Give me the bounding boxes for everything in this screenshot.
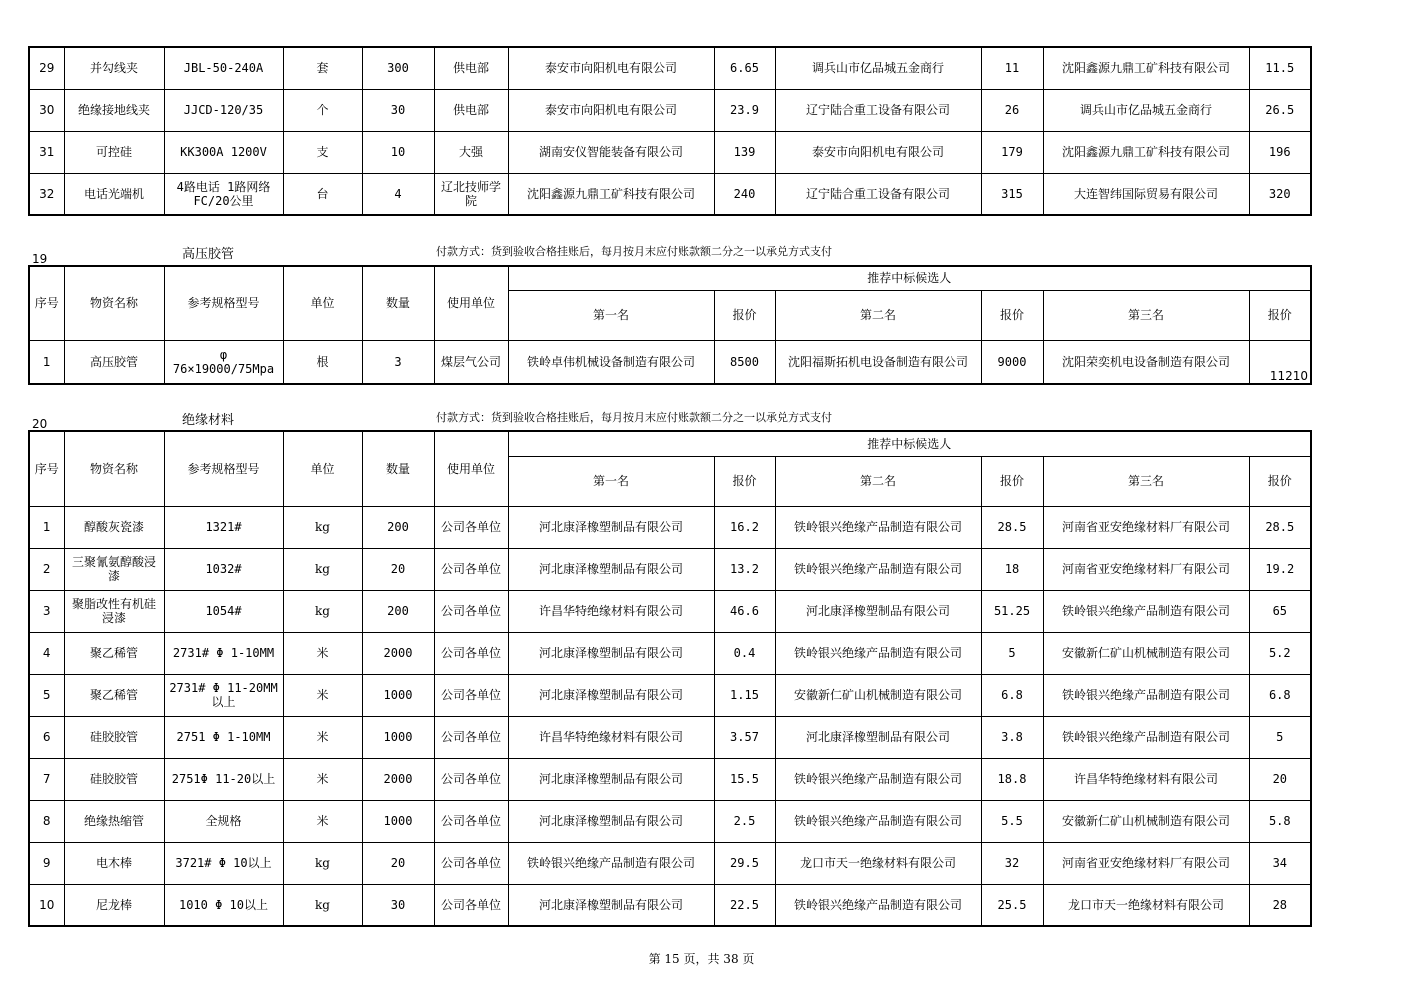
table-row <box>29 548 1311 590</box>
cell-user: 公司各单位 <box>434 758 508 800</box>
cell-name: 绝缘接地线夹 <box>64 89 164 131</box>
cell-spec: 1321# <box>164 506 283 548</box>
cell-qty: 30 <box>362 884 434 926</box>
header-user: 使用单位 <box>434 431 508 506</box>
header-price: 报价 <box>1249 290 1311 340</box>
table-row <box>29 590 1311 632</box>
cell-spec: JJCD-120/35 <box>164 89 283 131</box>
page-footer: 第 15 页，共 38 页 <box>648 952 755 966</box>
cell-unit: 米 <box>283 674 362 716</box>
cell-c1: 河北康泽橡塑制品有限公司 <box>508 758 714 800</box>
cell-unit: kg <box>283 842 362 884</box>
cell-p1: 139 <box>714 131 775 173</box>
cell-p3: 196 <box>1249 131 1311 173</box>
cell-p3: 11.5 <box>1249 47 1311 89</box>
cell-seq: 9 <box>29 842 64 884</box>
cell-user: 公司各单位 <box>434 506 508 548</box>
cell-c3: 河南省亚安绝缘材料厂有限公司 <box>1043 548 1249 590</box>
cell-name: 可控硅 <box>64 131 164 173</box>
cell-c3: 沈阳荣奕机电设备制造有限公司 <box>1043 340 1249 384</box>
header-third: 第三名 <box>1043 456 1249 506</box>
cell-p3: 11210 <box>1249 340 1311 384</box>
cell-p3: 5.2 <box>1249 632 1311 674</box>
cell-p1: 0.4 <box>714 632 775 674</box>
cell-p1: 1.15 <box>714 674 775 716</box>
cell-c2: 铁岭银兴绝缘产品制造有限公司 <box>775 800 981 842</box>
cell-seq: 1 <box>29 340 64 384</box>
cell-user: 煤层气公司 <box>434 340 508 384</box>
cell-c2: 辽宁陆合重工设备有限公司 <box>775 89 981 131</box>
cell-p1: 13.2 <box>714 548 775 590</box>
header-unit: 单位 <box>283 431 362 506</box>
cell-qty: 200 <box>362 506 434 548</box>
cell-c3: 沈阳鑫源九鼎工矿科技有限公司 <box>1043 131 1249 173</box>
cell-c3: 安徽新仁矿山机械制造有限公司 <box>1043 632 1249 674</box>
cell-c1: 河北康泽橡塑制品有限公司 <box>508 632 714 674</box>
header-second: 第二名 <box>775 456 981 506</box>
cell-unit: kg <box>283 590 362 632</box>
cell-c2: 铁岭银兴绝缘产品制造有限公司 <box>775 884 981 926</box>
cell-seq: 1 <box>29 506 64 548</box>
cell-spec: φ 76×19000/75Mpa <box>164 340 283 384</box>
cell-p2: 26 <box>981 89 1043 131</box>
cell-name: 电话光端机 <box>64 173 164 215</box>
header-user: 使用单位 <box>434 266 508 340</box>
header-name: 物资名称 <box>64 431 164 506</box>
cell-c1: 许昌华特绝缘材料有限公司 <box>508 590 714 632</box>
cell-c2: 铁岭银兴绝缘产品制造有限公司 <box>775 758 981 800</box>
cell-qty: 20 <box>362 842 434 884</box>
cell-c3: 大连智纬国际贸易有限公司 <box>1043 173 1249 215</box>
cell-c1: 河北康泽橡塑制品有限公司 <box>508 884 714 926</box>
header-price: 报价 <box>1249 456 1311 506</box>
cell-name: 电木棒 <box>64 842 164 884</box>
cell-unit: 套 <box>283 47 362 89</box>
cell-seq: 7 <box>29 758 64 800</box>
table-row <box>29 800 1311 842</box>
cell-spec: 2731# Φ 1-10MM <box>164 632 283 674</box>
cell-c1: 河北康泽橡塑制品有限公司 <box>508 506 714 548</box>
cell-qty: 1000 <box>362 674 434 716</box>
cell-c2: 铁岭银兴绝缘产品制造有限公司 <box>775 548 981 590</box>
cell-spec: 2751 Φ 1-10MM <box>164 716 283 758</box>
top-table <box>28 46 1312 216</box>
cell-p2: 6.8 <box>981 674 1043 716</box>
section-title: 高压胶管 <box>182 247 235 262</box>
cell-unit: 个 <box>283 89 362 131</box>
cell-user: 供电部 <box>434 47 508 89</box>
header-name: 物资名称 <box>64 266 164 340</box>
cell-seq: 4 <box>29 632 64 674</box>
cell-c3: 调兵山市亿品城五金商行 <box>1043 89 1249 131</box>
cell-name: 绝缘热缩管 <box>64 800 164 842</box>
cell-seq: 30 <box>29 89 64 131</box>
cell-c1: 铁岭银兴绝缘产品制造有限公司 <box>508 842 714 884</box>
table-row <box>29 758 1311 800</box>
section-19-table <box>28 265 1312 385</box>
table-row <box>29 89 1311 131</box>
cell-seq: 2 <box>29 548 64 590</box>
cell-p3: 5.8 <box>1249 800 1311 842</box>
cell-unit: kg <box>283 884 362 926</box>
cell-unit: kg <box>283 506 362 548</box>
table-row <box>29 506 1311 548</box>
cell-c2: 河北康泽橡塑制品有限公司 <box>775 590 981 632</box>
cell-qty: 200 <box>362 590 434 632</box>
cell-spec: JBL-50-240A <box>164 47 283 89</box>
cell-seq: 10 <box>29 884 64 926</box>
cell-p2: 18.8 <box>981 758 1043 800</box>
cell-unit: 根 <box>283 340 362 384</box>
cell-p1: 23.9 <box>714 89 775 131</box>
cell-user: 公司各单位 <box>434 716 508 758</box>
cell-p3: 26.5 <box>1249 89 1311 131</box>
table-row <box>29 131 1311 173</box>
cell-qty: 20 <box>362 548 434 590</box>
header-price: 报价 <box>714 290 775 340</box>
cell-name: 醇酸灰瓷漆 <box>64 506 164 548</box>
cell-c3: 河南省亚安绝缘材料厂有限公司 <box>1043 506 1249 548</box>
cell-p1: 6.65 <box>714 47 775 89</box>
cell-spec: 2731# Φ 11-20MM以上 <box>164 674 283 716</box>
cell-name: 硅胶胶管 <box>64 758 164 800</box>
table-row <box>29 842 1311 884</box>
cell-seq: 29 <box>29 47 64 89</box>
cell-p1: 240 <box>714 173 775 215</box>
header-candidates: 推荐中标候选人 <box>508 431 1311 456</box>
cell-user: 供电部 <box>434 89 508 131</box>
header-second: 第二名 <box>775 290 981 340</box>
cell-user: 公司各单位 <box>434 632 508 674</box>
header-seq: 序号 <box>29 431 64 506</box>
cell-c3: 铁岭银兴绝缘产品制造有限公司 <box>1043 716 1249 758</box>
table-row <box>29 340 1311 384</box>
header-price: 报价 <box>714 456 775 506</box>
table-row <box>29 173 1311 215</box>
cell-p1: 2.5 <box>714 800 775 842</box>
cell-p1: 16.2 <box>714 506 775 548</box>
cell-seq: 6 <box>29 716 64 758</box>
cell-qty: 2000 <box>362 632 434 674</box>
cell-p1: 22.5 <box>714 884 775 926</box>
cell-c2: 辽宁陆合重工设备有限公司 <box>775 173 981 215</box>
cell-seq: 8 <box>29 800 64 842</box>
cell-seq: 32 <box>29 173 64 215</box>
cell-c2: 龙口市天一绝缘材料有限公司 <box>775 842 981 884</box>
cell-name: 硅胶胶管 <box>64 716 164 758</box>
header-unit: 单位 <box>283 266 362 340</box>
cell-p1: 46.6 <box>714 590 775 632</box>
cell-c3: 龙口市天一绝缘材料有限公司 <box>1043 884 1249 926</box>
header-spec: 参考规格型号 <box>164 266 283 340</box>
cell-c2: 铁岭银兴绝缘产品制造有限公司 <box>775 632 981 674</box>
cell-c3: 河南省亚安绝缘材料厂有限公司 <box>1043 842 1249 884</box>
cell-p3: 320 <box>1249 173 1311 215</box>
cell-spec: 1032# <box>164 548 283 590</box>
cell-qty: 3 <box>362 340 434 384</box>
header-price: 报价 <box>981 290 1043 340</box>
cell-qty: 4 <box>362 173 434 215</box>
cell-p1: 3.57 <box>714 716 775 758</box>
cell-p2: 32 <box>981 842 1043 884</box>
cell-spec: 3721# Φ 10以上 <box>164 842 283 884</box>
table-row <box>29 674 1311 716</box>
cell-c1: 湖南安仪智能装备有限公司 <box>508 131 714 173</box>
cell-unit: 米 <box>283 632 362 674</box>
cell-user: 公司各单位 <box>434 674 508 716</box>
cell-c1: 泰安市向阳机电有限公司 <box>508 89 714 131</box>
cell-c1: 铁岭卓伟机械设备制造有限公司 <box>508 340 714 384</box>
cell-unit: 米 <box>283 758 362 800</box>
header-first: 第一名 <box>508 290 714 340</box>
cell-p2: 5 <box>981 632 1043 674</box>
cell-c3: 铁岭银兴绝缘产品制造有限公司 <box>1043 590 1249 632</box>
cell-user: 公司各单位 <box>434 548 508 590</box>
table-row <box>29 47 1311 89</box>
cell-p3: 28 <box>1249 884 1311 926</box>
cell-spec: 2751Φ 11-20以上 <box>164 758 283 800</box>
cell-qty: 30 <box>362 89 434 131</box>
cell-c2: 河北康泽橡塑制品有限公司 <box>775 716 981 758</box>
header-candidates: 推荐中标候选人 <box>508 266 1311 290</box>
cell-name: 聚脂改性有机硅浸漆 <box>64 590 164 632</box>
cell-p2: 3.8 <box>981 716 1043 758</box>
header-first: 第一名 <box>508 456 714 506</box>
header-qty: 数量 <box>362 431 434 506</box>
cell-spec: 1054# <box>164 590 283 632</box>
section-20-table <box>28 430 1312 927</box>
cell-c2: 沈阳福斯拓机电设备制造有限公司 <box>775 340 981 384</box>
cell-p2: 5.5 <box>981 800 1043 842</box>
cell-name: 并勾线夹 <box>64 47 164 89</box>
cell-p3: 5 <box>1249 716 1311 758</box>
cell-qty: 10 <box>362 131 434 173</box>
cell-p3: 65 <box>1249 590 1311 632</box>
cell-spec: 4路电话 1路网络FC/20公里 <box>164 173 283 215</box>
cell-c1: 河北康泽橡塑制品有限公司 <box>508 674 714 716</box>
cell-c3: 铁岭银兴绝缘产品制造有限公司 <box>1043 674 1249 716</box>
table-row <box>29 884 1311 926</box>
cell-c2: 安徽新仁矿山机械制造有限公司 <box>775 674 981 716</box>
cell-name: 聚乙稀管 <box>64 674 164 716</box>
cell-c1: 许昌华特绝缘材料有限公司 <box>508 716 714 758</box>
cell-unit: 米 <box>283 800 362 842</box>
cell-p1: 29.5 <box>714 842 775 884</box>
section-number: 19 <box>32 252 48 266</box>
cell-p3: 19.2 <box>1249 548 1311 590</box>
cell-p1: 15.5 <box>714 758 775 800</box>
cell-user: 公司各单位 <box>434 800 508 842</box>
cell-p2: 25.5 <box>981 884 1043 926</box>
cell-qty: 2000 <box>362 758 434 800</box>
section-title: 绝缘材料 <box>182 413 235 428</box>
cell-p2: 18 <box>981 548 1043 590</box>
cell-unit: 支 <box>283 131 362 173</box>
cell-user: 大强 <box>434 131 508 173</box>
cell-p2: 28.5 <box>981 506 1043 548</box>
cell-c1: 泰安市向阳机电有限公司 <box>508 47 714 89</box>
cell-p3: 6.8 <box>1249 674 1311 716</box>
cell-spec: 1010 Φ 10以上 <box>164 884 283 926</box>
cell-qty: 300 <box>362 47 434 89</box>
cell-c3: 沈阳鑫源九鼎工矿科技有限公司 <box>1043 47 1249 89</box>
cell-c1: 河北康泽橡塑制品有限公司 <box>508 800 714 842</box>
header-third: 第三名 <box>1043 290 1249 340</box>
cell-user: 公司各单位 <box>434 884 508 926</box>
cell-unit: kg <box>283 548 362 590</box>
payment-terms: 付款方式：货到验收合格挂账后，每月按月末应付账款额二分之一以承兑方式支付 <box>436 411 832 424</box>
cell-c3: 安徽新仁矿山机械制造有限公司 <box>1043 800 1249 842</box>
cell-user: 辽北技师学院 <box>434 173 508 215</box>
cell-p2: 11 <box>981 47 1043 89</box>
cell-p2: 9000 <box>981 340 1043 384</box>
cell-name: 三聚氰氨醇酸浸漆 <box>64 548 164 590</box>
cell-unit: 台 <box>283 173 362 215</box>
cell-c2: 泰安市向阳机电有限公司 <box>775 131 981 173</box>
cell-p3: 20 <box>1249 758 1311 800</box>
cell-c2: 调兵山市亿品城五金商行 <box>775 47 981 89</box>
cell-qty: 1000 <box>362 800 434 842</box>
cell-p3: 34 <box>1249 842 1311 884</box>
cell-unit: 米 <box>283 716 362 758</box>
cell-seq: 31 <box>29 131 64 173</box>
cell-p2: 51.25 <box>981 590 1043 632</box>
cell-qty: 1000 <box>362 716 434 758</box>
header-seq: 序号 <box>29 266 64 340</box>
cell-c1: 沈阳鑫源九鼎工矿科技有限公司 <box>508 173 714 215</box>
cell-name: 尼龙棒 <box>64 884 164 926</box>
cell-spec: 全规格 <box>164 800 283 842</box>
cell-p1: 8500 <box>714 340 775 384</box>
cell-name: 聚乙稀管 <box>64 632 164 674</box>
cell-seq: 3 <box>29 590 64 632</box>
section-number: 20 <box>32 417 48 431</box>
cell-c1: 河北康泽橡塑制品有限公司 <box>508 548 714 590</box>
header-qty: 数量 <box>362 266 434 340</box>
table-row <box>29 716 1311 758</box>
table-row <box>29 632 1311 674</box>
header-price: 报价 <box>981 456 1043 506</box>
payment-terms: 付款方式：货到验收合格挂账后，每月按月末应付账款额二分之一以承兑方式支付 <box>436 245 832 258</box>
header-spec: 参考规格型号 <box>164 431 283 506</box>
cell-p2: 315 <box>981 173 1043 215</box>
cell-p3: 28.5 <box>1249 506 1311 548</box>
cell-name: 高压胶管 <box>64 340 164 384</box>
cell-user: 公司各单位 <box>434 590 508 632</box>
cell-c3: 许昌华特绝缘材料有限公司 <box>1043 758 1249 800</box>
cell-spec: KK300A 1200V <box>164 131 283 173</box>
cell-seq: 5 <box>29 674 64 716</box>
cell-c2: 铁岭银兴绝缘产品制造有限公司 <box>775 506 981 548</box>
cell-p2: 179 <box>981 131 1043 173</box>
cell-user: 公司各单位 <box>434 842 508 884</box>
